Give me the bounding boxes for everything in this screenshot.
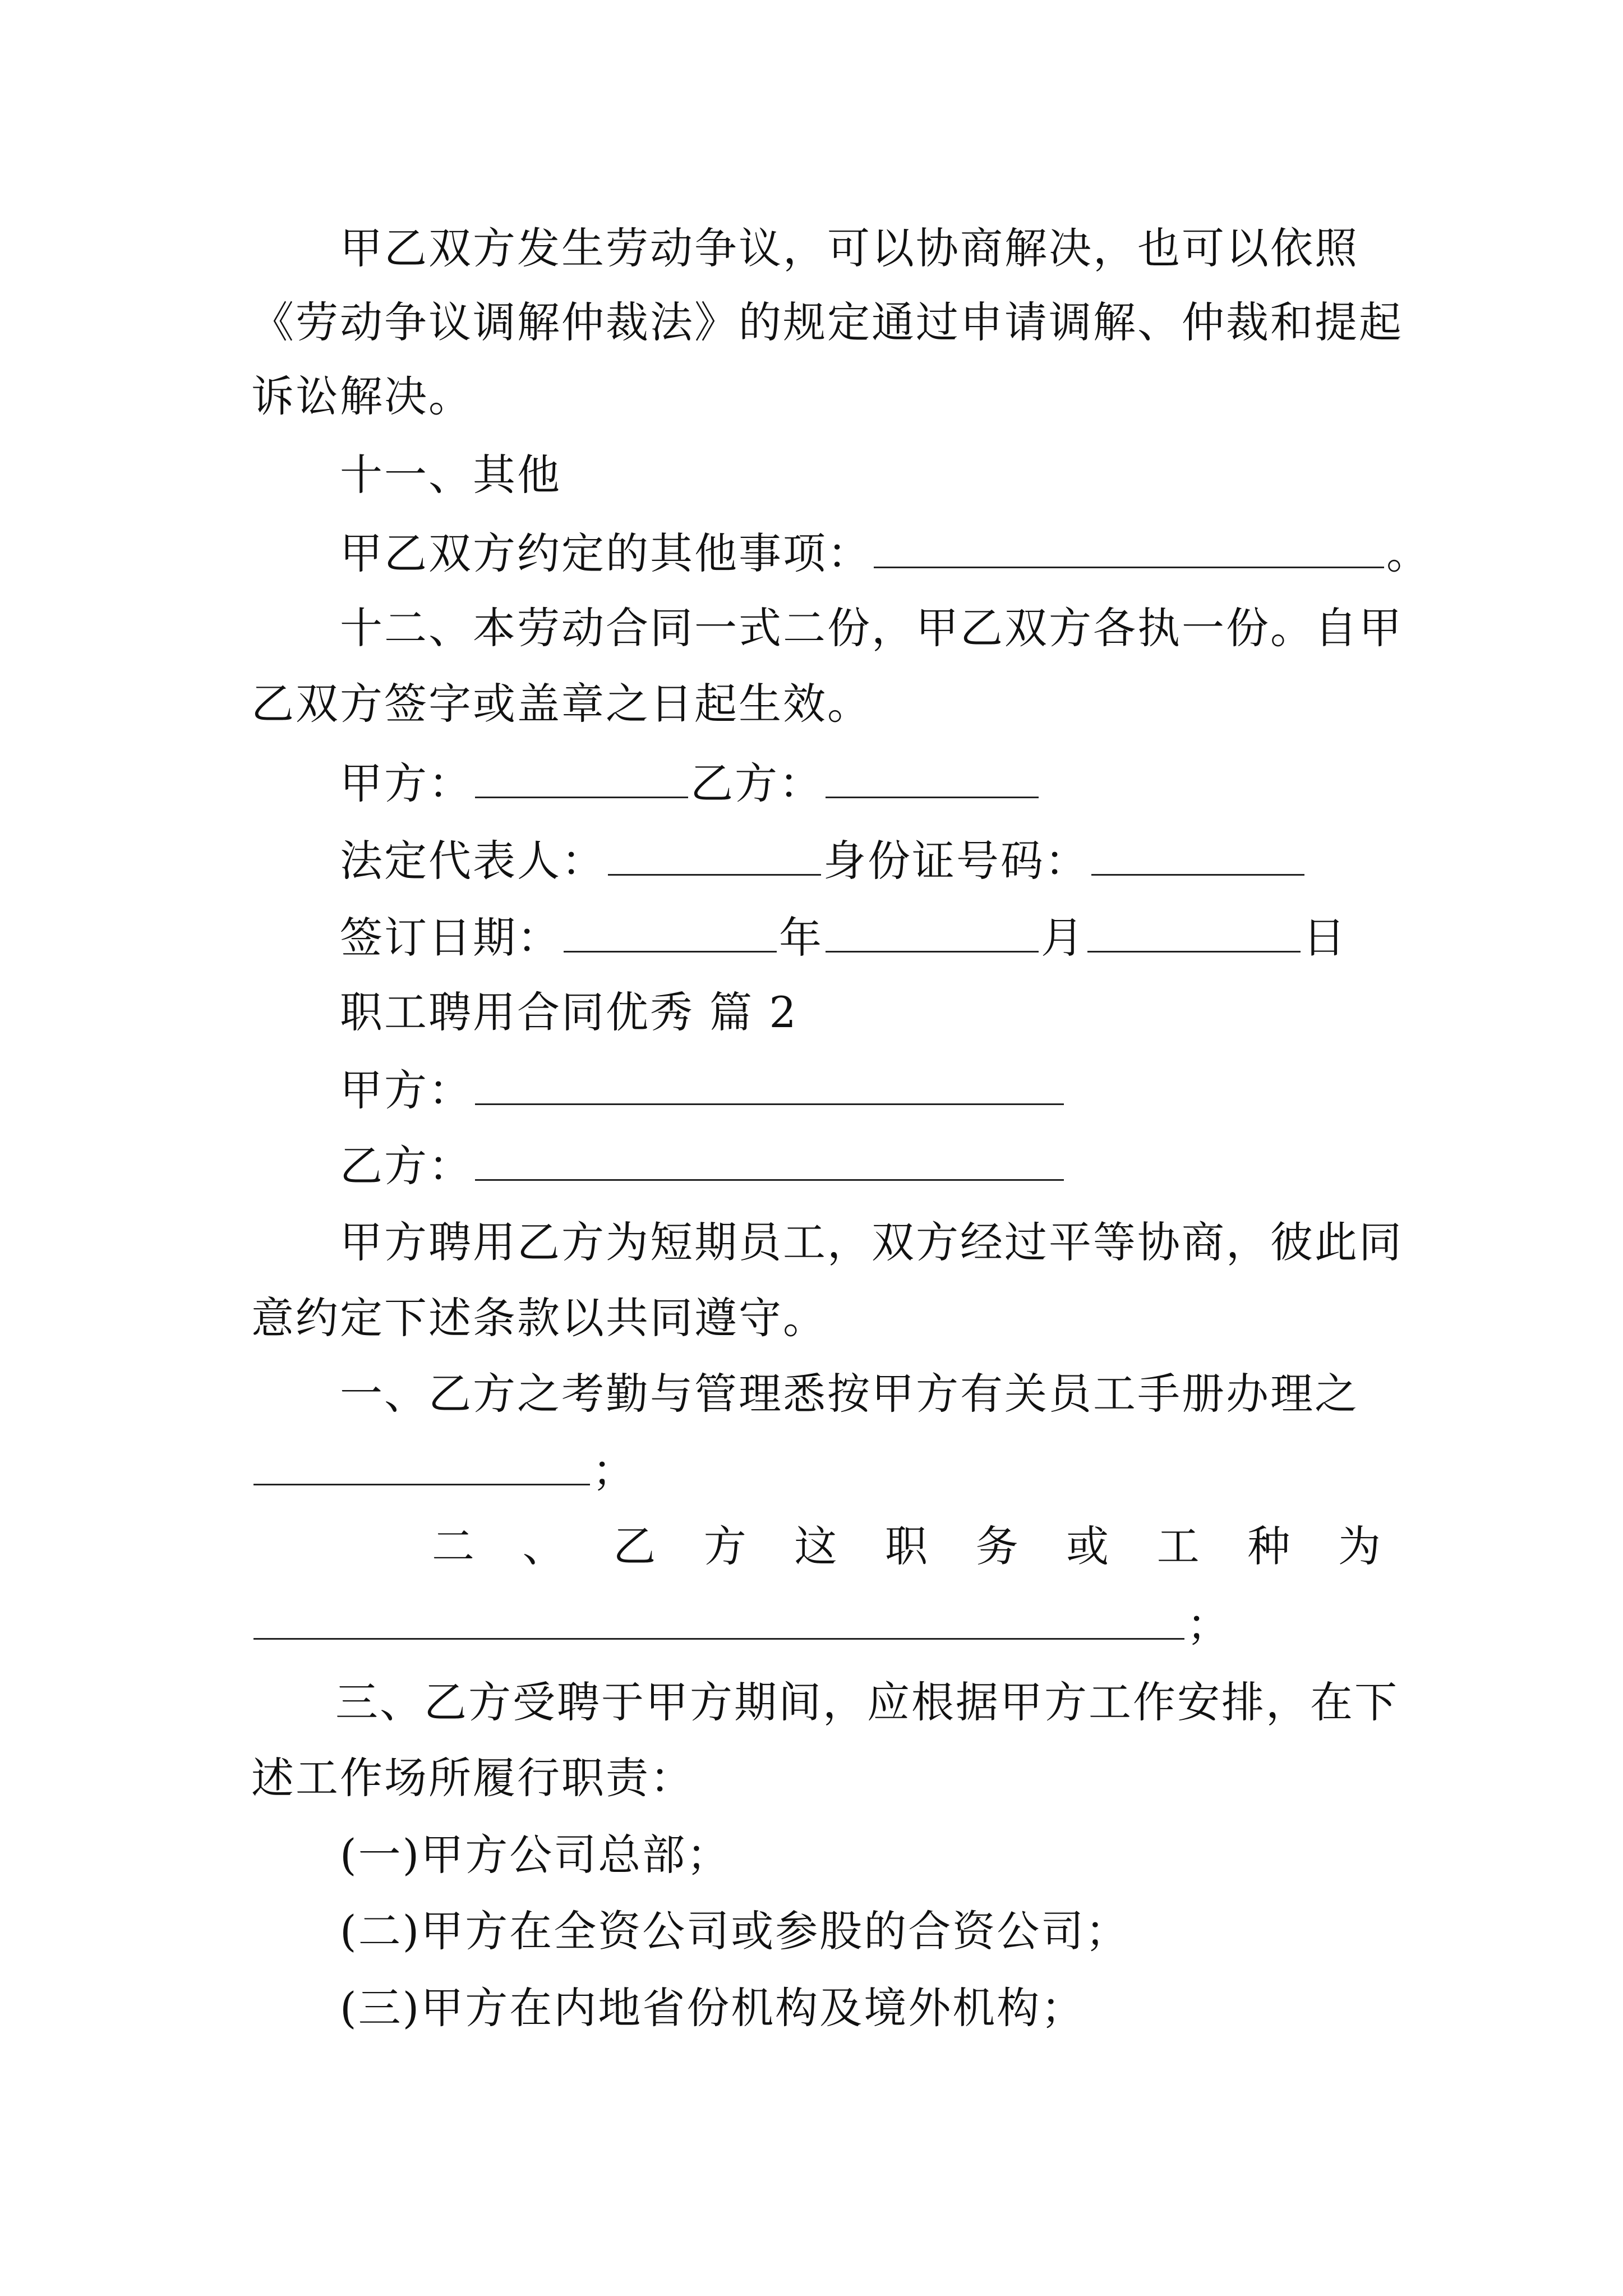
item-2-char: 、: [522, 1521, 567, 1571]
item-2-semicolon: ；: [1187, 1600, 1231, 1650]
sign-date-line: [340, 912, 1473, 963]
item-1-semicolon: ；: [592, 1446, 637, 1496]
other-matters-blank[interactable]: [874, 527, 1384, 568]
contract-2-party-b-label: 乙方：: [340, 1141, 473, 1191]
other-matters-line: [340, 527, 1473, 579]
other-matters-end: 。: [1386, 528, 1431, 578]
contract-2-heading: 职工聘用合同优秀 篇 2: [340, 987, 798, 1037]
day-blank[interactable]: [1087, 912, 1301, 953]
other-matters-label: 甲乙双方约定的其他事项：: [340, 528, 872, 578]
legal-rep-line: [340, 835, 1473, 886]
contract-2-party-b-line: [340, 1140, 1473, 1191]
item-2-char: 种: [1247, 1521, 1292, 1571]
item-2-char: 方: [703, 1521, 748, 1571]
item-3-sub-2: (二)甲方在全资公司或参股的合资公司；: [340, 1906, 1130, 1956]
item-2-char: 乙: [613, 1521, 658, 1571]
item-2-blank-line: [251, 1599, 1384, 1650]
id-number-label: 身份证号码：: [823, 836, 1089, 886]
day-label: 日: [1303, 913, 1347, 963]
item-2-char: 二: [432, 1521, 476, 1571]
party-b-blank[interactable]: [826, 757, 1039, 798]
month-blank[interactable]: [826, 912, 1039, 953]
legal-rep-blank[interactable]: [608, 835, 821, 876]
year-blank[interactable]: [564, 912, 777, 953]
party-b-label: 乙方：: [690, 758, 823, 808]
item-2-char: 职: [884, 1521, 929, 1571]
paragraph-dispute-line-3: 诉讼解决。: [251, 371, 473, 421]
legal-rep-label: 法定代表人：: [340, 836, 606, 886]
item-2-char: 工: [1156, 1521, 1201, 1571]
party-signature-line: [340, 757, 1473, 809]
item-1-blank-line: [251, 1444, 1384, 1496]
year-label: 年: [779, 913, 823, 963]
party-a-label: 甲方：: [340, 758, 473, 808]
section-11-title: 十一、其他: [340, 450, 561, 500]
paragraph-dispute-line-1: 甲乙双方发生劳动争议，可以协商解决，也可以依照: [340, 223, 1359, 273]
sign-date-label: 签订日期：: [340, 913, 561, 963]
id-number-blank[interactable]: [1091, 835, 1304, 876]
item-2-char: 为: [1338, 1521, 1382, 1571]
item-1-blank[interactable]: [253, 1444, 590, 1485]
contract-2-party-b-blank[interactable]: [475, 1140, 1064, 1181]
contract-2-party-a-line: [340, 1064, 1473, 1116]
item-3-sub-3: (三)甲方在内地省份机构及境外机构；: [340, 1983, 1086, 2033]
contract-2-intro-line-1: 甲方聘用乙方为短期员工，双方经过平等协商，彼此同: [340, 1217, 1403, 1267]
item-3-line-1: 三、乙方受聘于甲方期间，应根据甲方工作安排，在下: [335, 1677, 1399, 1727]
item-3-line-2: 述工作场所履行职责：: [251, 1753, 694, 1803]
paragraph-dispute-line-2: 《劳动争议调解仲裁法》的规定通过申请调解、仲裁和提起: [251, 297, 1403, 347]
contract-2-party-a-blank[interactable]: [475, 1064, 1064, 1105]
party-a-blank[interactable]: [475, 757, 688, 798]
item-1-line: 一、乙方之考勤与管理悉按甲方有关员工手册办理之: [340, 1369, 1359, 1419]
item-3-sub-1: (一)甲方公司总部；: [340, 1830, 731, 1880]
contract-2-party-a-label: 甲方：: [340, 1065, 473, 1115]
item-2-blank[interactable]: [253, 1599, 1184, 1640]
section-12-line-1: 十二、本劳动合同一式二份，甲乙双方各执一份。自甲: [340, 603, 1403, 653]
item-2-char: 务: [975, 1521, 1020, 1571]
section-12-line-2: 乙双方签字或盖章之日起生效。: [251, 679, 872, 729]
month-label: 月: [1041, 913, 1085, 963]
item-2-char: 或: [1066, 1521, 1111, 1571]
contract-2-intro-line-2: 意约定下述条款以共同遵守。: [251, 1293, 827, 1343]
item-2-line: [432, 1521, 1382, 1572]
item-2-char: 这: [794, 1521, 839, 1571]
